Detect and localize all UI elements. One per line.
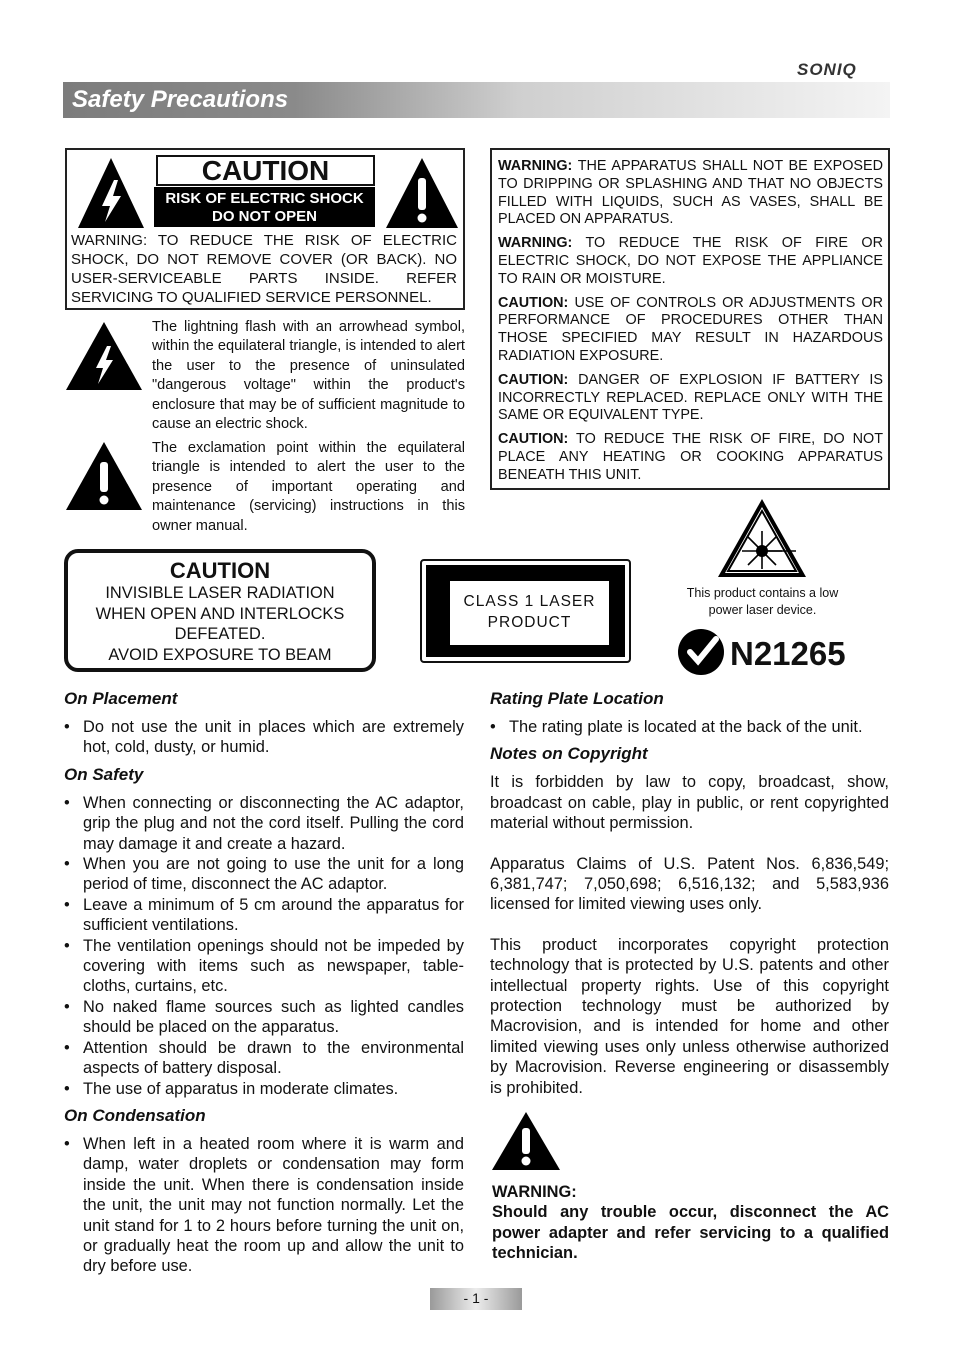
warning-item (498, 372, 883, 425)
lightning-warning-icon (76, 156, 146, 230)
class1-line-1: CLASS 1 LASER (463, 593, 596, 610)
c-tick-number: N21265 (730, 635, 846, 672)
list-item: • The rating plate is located at the back of the unit. (490, 717, 889, 737)
warning-label: WARNING: (498, 235, 573, 252)
safety-heading: On Safety (64, 764, 144, 784)
list-item: • No naked flame sources such as lighted candles should be placed on the apparatus. (64, 997, 464, 1038)
warning-label: CAUTION: (498, 294, 569, 311)
safety-list (64, 793, 464, 1099)
exclamation-warning-icon (490, 1110, 562, 1172)
laser-caution-line: INVISIBLE LASER RADIATION (105, 584, 335, 602)
warning-label: CAUTION: (498, 371, 569, 388)
class1-laser-label (420, 559, 631, 663)
laser-caution-line: DEFEATED. (174, 625, 266, 644)
caution-warning-text: WARNING: TO REDUCE THE RISK OF ELECTRIC SHOCK, DO NOT REMOVE COVER (OR BACK). NO USER-SERVICEABLE PARTS INSIDE. REFER SERVICING TO QUALIFIED SERVICE PERSONNEL. (71, 232, 457, 306)
list-item: • The ventilation openings should not be impeded by covering with items such as newspaper, table-cloths, curtains, etc. (64, 936, 464, 997)
warning-label: CAUTION: (498, 431, 569, 448)
laser-caution-title: CAUTION (169, 558, 271, 583)
lightning-symbol-icon (64, 320, 144, 392)
macrovision-paragraph: This product incorporates copyright protection technology that is protected by U.S. patents and other intellectual property rights. Use of this copyright protection technology must be authorized by Macrovision, and is intended for home and other limited viewing uses only unless otherwise authorized by Macrovision. Reverse engineering or disassembly is prohibited. (490, 935, 889, 1097)
list-item: • Attention should be drawn to the environmental aspects of battery disposal. (64, 1038, 464, 1079)
laser-caution-line: WHEN OPEN AND INTERLOCKS (95, 604, 345, 623)
c-tick-icon (676, 627, 726, 677)
laser-hazard-icon (716, 497, 808, 579)
warning-text: THE APPARATUS SHALL NOT BE EXPOSED TO DRIPPING OR SPLASHING AND THAT NO OBJECTS FILLED WITH LIQUIDS, SUCH AS VASES, SHALL BE PLACED ON APPARATUS. (498, 158, 883, 228)
risk-label (154, 187, 375, 227)
warning-label: WARNING: (498, 158, 573, 174)
laser-caution-box (64, 549, 376, 672)
exclamation-warning-icon (384, 156, 460, 230)
brand-logo: SONIQ (797, 60, 857, 79)
list-item: • Leave a minimum of 5 cm around the apparatus for sufficient ventilations. (64, 895, 464, 936)
page-number: - 1 - (463, 1290, 489, 1306)
list-item: • When you are not going to use the unit for a long period of time, disconnect the AC adaptor. (64, 854, 464, 895)
rating-list (490, 717, 889, 737)
bottom-warning-text: Should any trouble occur, disconnect the AC power adapter and refer servicing to a qualified technician. (492, 1203, 889, 1263)
risk-line-2: DO NOT OPEN (211, 208, 317, 225)
warning-item (498, 235, 883, 288)
patent-paragraph: Apparatus Claims of U.S. Patent Nos. 6,836,549; 6,381,747; 7,050,698; 6,516,132; and 5,583,936 licensed for limited viewing uses only. (490, 854, 889, 914)
lightning-explanation: The lightning flash with an arrowhead symbol, within the equilateral triangle, is intended to alert the user to the presence of uninsulated "dangerous voltage" within the product's enclosure that may be of sufficient magnitude to cause an electric shock. (152, 319, 465, 433)
warning-text: USE OF CONTROLS OR ADJUSTMENTS OR PERFORMANCE OF PROCEDURES OTHER THAN THOSE SPECIFIED MAY RESULT IN HAZARDOUS RADIATION EXPOSURE. (498, 294, 884, 364)
bottom-warning (492, 1182, 889, 1264)
copyright-paragraph: It is forbidden by law to copy, broadcast, show, broadcast on cable, play in public, or rent copyrighted material without permission. (490, 773, 889, 833)
left-column (64, 689, 464, 1277)
warning-item (498, 158, 883, 229)
warning-item (498, 431, 883, 484)
laser-caution-line: AVOID EXPOSURE TO BEAM (108, 645, 332, 664)
condensation-heading: On Condensation (64, 1105, 206, 1125)
page-title: Safety Precautions (72, 86, 289, 113)
laser-device-note: This product contains a low power laser device. (686, 586, 839, 617)
caution-heading: CAUTION (156, 155, 375, 186)
exclamation-explanation: The exclamation point within the equilateral triangle is intended to alert the user to the presence of important operating and maintenance (servicing) instructions in this owner manual. (152, 440, 465, 534)
copyright-heading: Notes on Copyright (490, 744, 648, 764)
condensation-list (64, 1134, 464, 1277)
list-item: • Do not use the unit in places which are extremely hot, cold, dusty, or humid. (64, 717, 464, 758)
list-item: • The use of apparatus in moderate climates. (64, 1079, 464, 1099)
right-column (490, 689, 889, 1098)
placement-list (64, 717, 464, 758)
risk-line-1: RISK OF ELECTRIC SHOCK (165, 190, 364, 207)
bottom-warning-label: WARNING: (492, 1183, 577, 1201)
warning-item (498, 295, 883, 366)
placement-heading: On Placement (64, 689, 178, 708)
list-item: • When left in a heated room where it is warm and damp, water droplets or condensation may form inside the unit. When there is condensation inside the unit, the unit may not function normally. Let the unit stand for 1 to 2 hours before turning the unit on, or gradually heat the room up and allow the unit to dry before use. (64, 1134, 464, 1277)
warnings-box (490, 148, 890, 490)
rating-heading: Rating Plate Location (490, 689, 664, 708)
warning-text: TO REDUCE THE RISK OF FIRE, DO NOT PLACE ANY HEATING OR COOKING APPARATUS BENEATH THIS UNIT. (498, 431, 883, 483)
warning-text: DANGER OF EXPLOSION IF BATTERY IS INCORRECTLY REPLACED. REPLACE ONLY WITH THE SAME OR EQUIVALENT TYPE. (498, 371, 883, 424)
warning-text: TO REDUCE THE RISK OF FIRE OR ELECTRIC SHOCK, DO NOT EXPOSE THE APPLIANCE TO RAIN OR MOISTURE. (498, 235, 883, 287)
list-item: • When connecting or disconnecting the AC adaptor, grip the plug and not the cord itself. Pulling the cord may damage it and create a hazard. (64, 793, 464, 854)
exclamation-symbol-icon (64, 440, 144, 512)
class1-line-2: PRODUCT (487, 614, 572, 631)
